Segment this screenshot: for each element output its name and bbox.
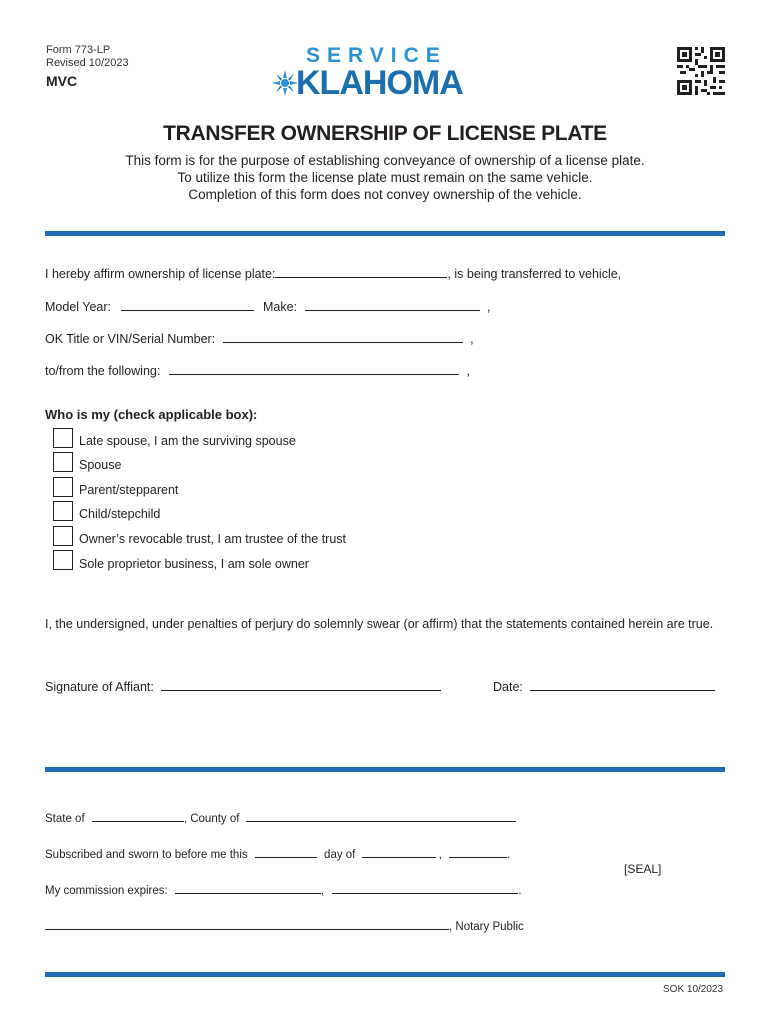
signature-row bbox=[45, 679, 441, 694]
title-vin-field[interactable] bbox=[223, 331, 463, 343]
subscribed-label: Subscribed and sworn to before me this bbox=[45, 849, 248, 861]
option-parent: Parent/stepparent bbox=[79, 483, 179, 497]
license-plate-field[interactable] bbox=[275, 266, 447, 278]
signature-field[interactable] bbox=[161, 679, 441, 691]
form-identifier bbox=[46, 44, 129, 70]
form-number: Form 773-LP bbox=[46, 44, 111, 56]
checkbox-child[interactable] bbox=[53, 501, 73, 521]
signature-label: Signature of Affiant: bbox=[45, 680, 154, 694]
checkbox-sole-proprietor[interactable] bbox=[53, 550, 73, 570]
form-title: TRANSFER OWNERSHIP OF LICENSE PLATE bbox=[163, 122, 607, 145]
divider-top bbox=[45, 231, 725, 236]
model-year-label: Model Year: bbox=[45, 300, 112, 314]
day-period: . bbox=[507, 849, 511, 861]
option-spouse: Spouse bbox=[79, 458, 122, 472]
title-vin-label: OK Title or VIN/Serial Number: bbox=[45, 332, 216, 346]
checkbox-spouse[interactable] bbox=[53, 452, 73, 472]
logo-oklahoma-text: KLAHOMA bbox=[296, 64, 463, 102]
state-field[interactable] bbox=[92, 810, 184, 822]
date-field[interactable] bbox=[530, 679, 715, 691]
tofrom-row bbox=[45, 363, 470, 378]
year-field[interactable] bbox=[449, 846, 507, 858]
revised-date: Revised 10/2023 bbox=[46, 57, 129, 69]
county-label: , County of bbox=[183, 813, 240, 825]
checkbox-late-spouse[interactable] bbox=[53, 428, 73, 448]
day-of-label: day of bbox=[324, 849, 356, 861]
date-label: Date: bbox=[493, 680, 523, 694]
subscribed-row bbox=[45, 846, 510, 861]
state-label: State of bbox=[45, 813, 85, 825]
commission-field-2[interactable] bbox=[332, 882, 518, 894]
qr-code-icon bbox=[677, 47, 725, 95]
logo-star-icon bbox=[272, 70, 298, 96]
state-county-row bbox=[45, 810, 516, 825]
commission-comma: , bbox=[320, 885, 325, 897]
perjury-declaration: I, the undersigned, under penalties of perjury do solemnly swear (or affirm) that the statements contained herein are true. bbox=[45, 617, 714, 631]
relationship-heading: Who is my (check applicable box): bbox=[45, 407, 258, 422]
title-vin-comma: , bbox=[470, 332, 474, 346]
tofrom-field[interactable] bbox=[169, 363, 459, 375]
commission-field-1[interactable] bbox=[175, 882, 321, 894]
affirm-label: I hereby affirm ownership of license plate: bbox=[45, 267, 276, 281]
subtitle-line-3: Completion of this form does not convey ownership of the vehicle. bbox=[188, 187, 582, 202]
commission-label: My commission expires: bbox=[45, 885, 168, 897]
model-year-field[interactable] bbox=[121, 299, 254, 311]
tofrom-comma: , bbox=[466, 364, 470, 378]
notary-public-label: , Notary Public bbox=[449, 921, 524, 933]
county-field[interactable] bbox=[246, 810, 516, 822]
service-oklahoma-logo bbox=[272, 44, 492, 102]
option-late-spouse: Late spouse, I am the surviving spouse bbox=[79, 434, 296, 448]
make-label: Make: bbox=[263, 300, 298, 314]
affirm-row bbox=[45, 266, 621, 281]
month-field[interactable] bbox=[362, 846, 436, 858]
logo-service-text: SERVICE bbox=[306, 44, 447, 67]
title-vin-row bbox=[45, 331, 474, 346]
day-comma: , bbox=[438, 849, 442, 861]
tofrom-label: to/from the following: bbox=[45, 364, 161, 378]
option-trust: Owner’s revocable trust, I am trustee of the trust bbox=[79, 532, 347, 546]
affirm-suffix: , is being transferred to vehicle, bbox=[447, 267, 622, 281]
option-child: Child/stepchild bbox=[79, 507, 161, 521]
footer-code: SOK 10/2023 bbox=[663, 984, 724, 995]
date-row bbox=[493, 679, 715, 694]
subtitle-line-2: To utilize this form the license plate must remain on the same vehicle. bbox=[177, 170, 593, 185]
seal-placeholder: [SEAL] bbox=[624, 862, 662, 876]
make-field[interactable] bbox=[305, 299, 480, 311]
divider-middle bbox=[45, 767, 725, 772]
model-make-row bbox=[45, 299, 491, 314]
make-comma: , bbox=[487, 300, 491, 314]
day-field[interactable] bbox=[255, 846, 317, 858]
commission-period: . bbox=[518, 885, 522, 897]
commission-row bbox=[45, 882, 522, 897]
subtitle-line-1: This form is for the purpose of establishing conveyance of ownership of a license plate. bbox=[125, 153, 645, 168]
divider-bottom bbox=[45, 972, 725, 977]
notary-public-row bbox=[45, 918, 524, 933]
division-label: MVC bbox=[46, 73, 78, 89]
checkbox-parent[interactable] bbox=[53, 477, 73, 497]
notary-signature-field[interactable] bbox=[45, 918, 449, 930]
option-sole-proprietor: Sole proprietor business, I am sole owner bbox=[79, 557, 309, 571]
checkbox-trust[interactable] bbox=[53, 526, 73, 546]
